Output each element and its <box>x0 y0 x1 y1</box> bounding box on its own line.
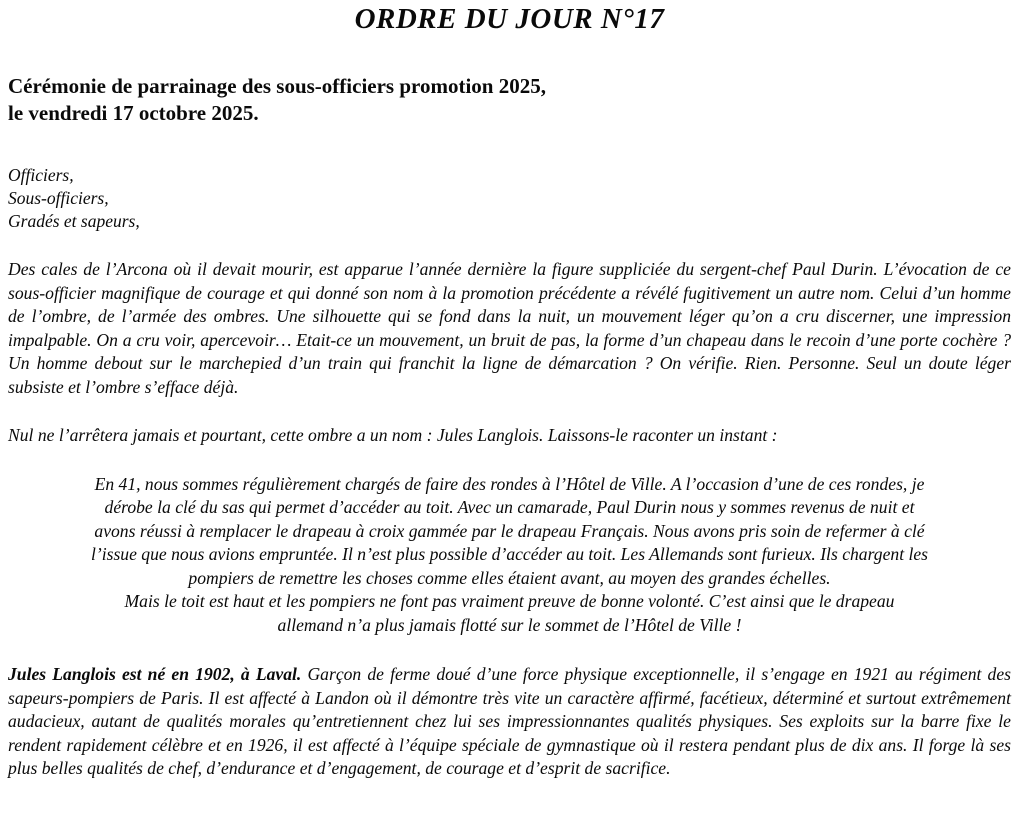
page-title: ORDRE DU JOUR N°17 <box>354 3 665 35</box>
testimony-quote-block <box>8 448 1011 638</box>
document-subtitle <box>8 36 1011 127</box>
paragraph-biography <box>8 637 1011 781</box>
quote-line-4: l’issue que nous avions empruntée. Il n’est plus possible d’accéder au toit. Les Allemands sont furieux. Ils chargent les <box>90 544 929 564</box>
salutation-block <box>8 127 1011 233</box>
biography-rest: Garçon de ferme doué d’une force physique exceptionnelle, il s’engage en 1921 au régiment des sapeurs-pompiers de Paris. Il est affecté à Landon où il démontre très vite un caractère affirmé, facétieux, déterminé et surtout extrêmement audacieux, autant de qualités morales qu’entretiennent chez lui ses impressionnantes qualités physiques. Ses exploits sur la barre fixe le rendent rapidement célèbre et en 1926, il est affecté à l’équipe spéciale de gymnastique où il restera pendant plus de dix ans. Il forge là ses plus belles qualités de chef, d’endurance et d’engagement, de courage et d’esprit de sacrifice. <box>8 664 1011 778</box>
quote-line-7: allemand n’a plus jamais flotté sur le sommet de l’Hôtel de Ville ! <box>277 614 742 635</box>
quote-line-1: En 41, nous sommes régulièrement chargés de faire des rondes à l’Hôtel de Ville. A l’occasion d’une de ces rondes, je <box>94 473 925 494</box>
quote-line-3: avons réussi à remplacer le drapeau à croix gammée par le drapeau Français. Nous avons pris soin de refermer à clé <box>94 520 925 541</box>
quote-line-5: pompiers de remettre les choses comme elles étaient avant, au moyen des grandes échelles. <box>188 567 831 588</box>
salutation-line-grades-et-sapeurs: Gradés et sapeurs, <box>8 211 140 231</box>
biography-lead-sentence: Jules Langlois est né en 1902, à Laval. <box>8 664 302 684</box>
subtitle-line-1: Cérémonie de parrainage des sous-officiers promotion 2025, <box>8 74 546 98</box>
salutation-line-sous-officiers: Sous-officiers, <box>8 188 109 208</box>
quote-line-2: dérobe la clé du sas qui permet d’accéder au toit. Avec un camarade, Paul Durin nous y sommes revenus de nuit et <box>104 497 915 517</box>
paragraph-intro: Des cales de l’Arcona où il devait mourir, est apparue l’année dernière la figure suppliciée du sergent-chef Paul Durin. L’évocation de ce sous-officier magnifique de courage et qui donné son nom à la promotion précédente a révélé fugitivement un autre nom. Celui d’un homme de l’ombre, de l’armée des ombres. Une silhouette qui se fond dans la nuit, un mouvement léger qu’on a cru discerner, une impression impalpable. On a cru voir, apercevoir… Etait-ce un mouvement, un bruit de pas, la forme d’un chapeau dans le recoin d’une porte cochère ? Un homme debout sur le marchepied d’un train qui franchit la ligne de démarcation ? On vérifie. Rien. Personne. Seul un doute léger subsiste et l’ombre s’efface déjà. <box>8 259 1011 397</box>
quote-line-6: Mais le toit est haut et les pompiers ne font pas vraiment preuve de bonne volonté. C’est ainsi que le drapeau <box>124 591 895 611</box>
salutation-line-officiers: Officiers, <box>8 165 74 185</box>
subtitle-line-2: le vendredi 17 octobre 2025. <box>8 101 259 125</box>
paragraph-transition: Nul ne l’arrêtera jamais et pourtant, cette ombre a un nom : Jules Langlois. Laissons-le raconter un instant : <box>8 425 778 445</box>
